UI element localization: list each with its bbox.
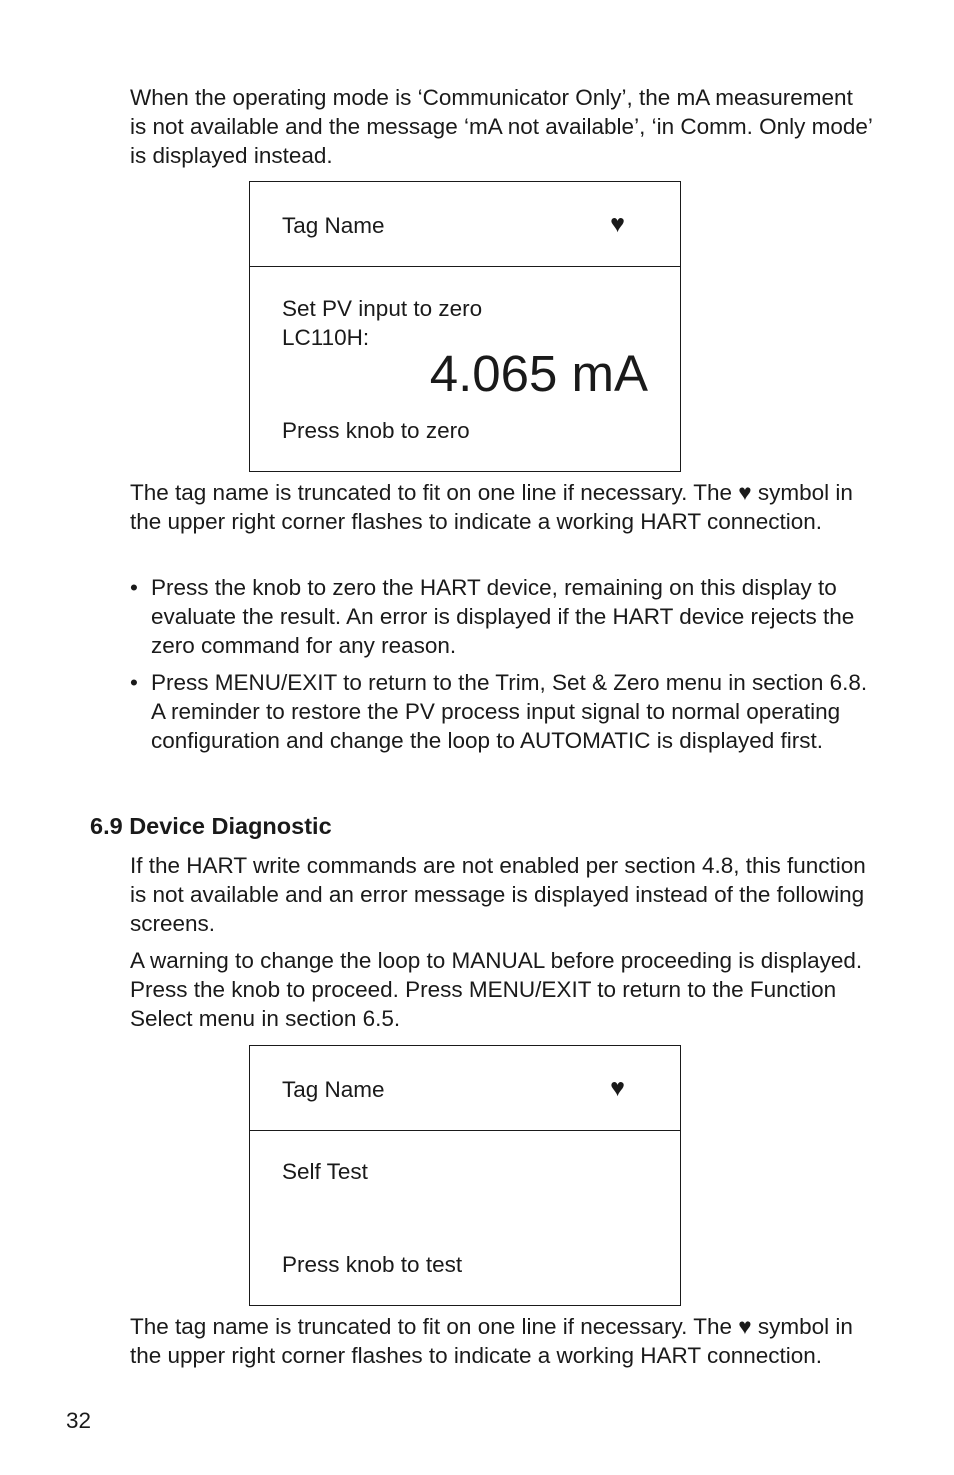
tag-truncation-note: The tag name is truncated to fit on one line if necessary. The ♥ symbol in the upper right corner flashes to indicate a working HART connection. <box>130 480 853 534</box>
zero-display-screen <box>249 181 681 472</box>
heart-icon: ♥ <box>610 1074 625 1102</box>
screen-prompt: Press knob to zero <box>282 418 470 443</box>
screen-prompt: Press knob to test <box>282 1252 463 1277</box>
tag-truncation-note: The tag name is truncated to fit on one line if necessary. The ♥ symbol in the upper right corner flashes to indicate a working HART connection. <box>130 1314 853 1368</box>
bullet-icon: • <box>130 575 138 600</box>
list-item-text: Press MENU/EXIT to return to the Trim, Set & Zero menu in section 6.8. A reminder to restore the PV process input signal to normal operating configuration and change the loop to AUTOMATIC is displayed first. <box>151 670 868 753</box>
list-item-text: Press the knob to zero the HART device, remaining on this display to evaluate the result. An error is displayed if the HART device rejects the zero command for any reason. <box>151 575 855 658</box>
bullet-icon: • <box>130 670 138 695</box>
list-item <box>130 668 875 755</box>
device-label: LC110H: <box>282 325 370 350</box>
tag-name-label: Tag Name <box>282 213 385 238</box>
ma-reading: 4.065 mA <box>429 345 648 402</box>
section-heading: 6.9 Device Diagnostic <box>90 813 332 839</box>
screen-header <box>250 1046 680 1131</box>
screen-instruction: Self Test <box>282 1159 368 1184</box>
self-test-display-screen <box>249 1045 681 1306</box>
list-item <box>130 573 875 660</box>
zero-bullet-list <box>130 573 875 763</box>
tag-name-label: Tag Name <box>282 1077 385 1102</box>
page-number: 32 <box>66 1408 92 1433</box>
screen-header <box>250 182 680 267</box>
section-paragraph-2: A warning to change the loop to MANUAL before proceeding is displayed. Press the knob to proceed. Press MENU/EXIT to return to the Function Select menu in section 6.5. <box>130 948 863 1031</box>
heart-icon: ♥ <box>610 210 625 238</box>
intro-paragraph: When the operating mode is ‘Communicator Only’, the mA measurement is not available and the message ‘mA not available’, ‘in Comm. Only mode’ is displayed instead. <box>130 85 873 168</box>
screen-instruction: Set PV input to zero <box>282 296 483 321</box>
section-paragraph-1: If the HART write commands are not enabled per section 4.8, this function is not available and an error message is displayed instead of the following screens. <box>130 853 866 936</box>
